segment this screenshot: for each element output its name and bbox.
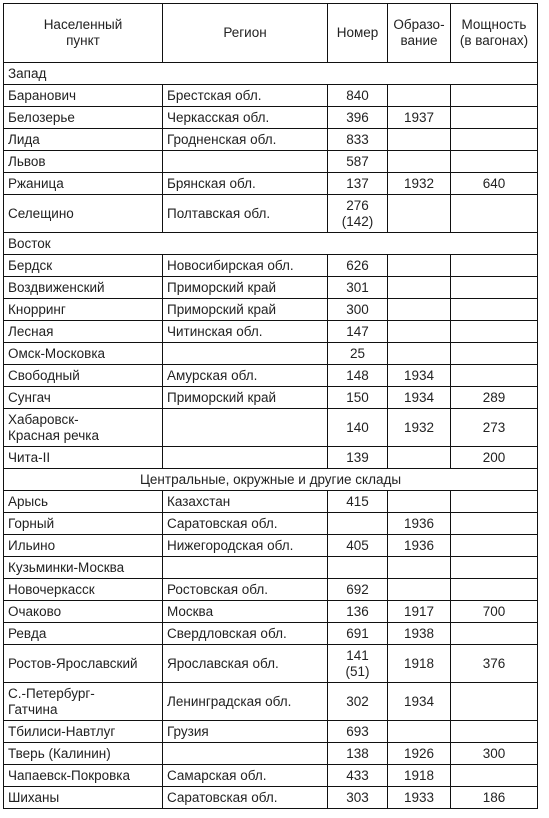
table-row	[4, 365, 538, 387]
cell-line: Львов	[8, 153, 46, 169]
header-settlement	[4, 4, 163, 63]
cell-line: Хабаровск-	[8, 411, 79, 427]
cell-region	[163, 743, 328, 765]
section-row	[4, 233, 538, 255]
cell-line: Ленинградская обл.	[167, 693, 292, 709]
cell-settlement	[4, 447, 163, 469]
cell-region	[163, 173, 328, 195]
cell-line: 1934	[403, 389, 435, 405]
cell-line: 289	[482, 389, 506, 405]
table-row	[4, 321, 538, 343]
cell-founded	[388, 645, 451, 683]
cell-line: Черкасская обл.	[167, 109, 270, 125]
cell-number	[328, 491, 388, 513]
table-row	[4, 343, 538, 365]
cell-region	[163, 601, 328, 623]
cell-line: 626	[346, 257, 369, 273]
cell-capacity	[451, 299, 538, 321]
cell-region	[163, 321, 328, 343]
cell-line: Лесная	[8, 323, 54, 339]
cell-capacity	[451, 683, 538, 721]
cell-line: 150	[346, 389, 369, 405]
table-row	[4, 173, 538, 195]
cell-line: Ярославская обл.	[167, 655, 279, 671]
cell-number	[328, 683, 388, 721]
cell-line: 148	[346, 367, 369, 383]
cell-line: Регион	[223, 25, 267, 40]
cell-line: Читинская обл.	[167, 323, 263, 339]
cell-founded	[388, 765, 451, 787]
cell-capacity	[451, 623, 538, 645]
table-header-row	[4, 4, 538, 63]
cell-line: 692	[346, 581, 369, 597]
table-row	[4, 787, 538, 809]
cell-number	[328, 387, 388, 409]
cell-line: 405	[346, 537, 369, 553]
cell-capacity	[451, 129, 538, 151]
cell-line: пункт	[66, 33, 100, 48]
cell-line: Горный	[8, 515, 55, 531]
cell-line: Селещино	[8, 205, 74, 221]
cell-line: 415	[346, 493, 369, 509]
cell-region	[163, 299, 328, 321]
table-row	[4, 513, 538, 535]
section-row	[4, 469, 538, 491]
cell-number	[328, 85, 388, 107]
cell-line: 138	[346, 745, 369, 761]
cell-number	[328, 579, 388, 601]
cell-line: Номер	[336, 25, 379, 40]
cell-capacity	[451, 787, 538, 809]
depots-table	[3, 3, 538, 809]
table-row	[4, 85, 538, 107]
cell-line: 693	[346, 723, 369, 739]
cell-line: Приморский край	[167, 389, 277, 405]
cell-line: 396	[346, 109, 369, 125]
cell-capacity	[451, 535, 538, 557]
cell-founded	[388, 623, 451, 645]
cell-number	[328, 299, 388, 321]
cell-region	[163, 557, 328, 579]
cell-line: Красная речка	[8, 427, 99, 443]
cell-settlement	[4, 365, 163, 387]
cell-founded	[388, 299, 451, 321]
cell-founded	[388, 129, 451, 151]
cell-capacity	[451, 277, 538, 299]
table-row	[4, 447, 538, 469]
cell-capacity	[451, 321, 538, 343]
cell-line: 1918	[403, 767, 435, 783]
cell-line: 1917	[403, 603, 435, 619]
cell-region	[163, 765, 328, 787]
cell-line: Мощность	[461, 17, 527, 32]
cell-line: Населенный	[43, 17, 123, 32]
cell-region	[163, 107, 328, 129]
cell-line: 140	[346, 419, 369, 435]
cell-line: 137	[346, 175, 369, 191]
cell-line: 1937	[403, 109, 435, 125]
cell-line: 1936	[403, 515, 435, 531]
cell-settlement	[4, 579, 163, 601]
cell-founded	[388, 195, 451, 233]
cell-settlement	[4, 173, 163, 195]
cell-number	[328, 535, 388, 557]
table-body	[4, 63, 538, 809]
cell-line: 833	[346, 131, 369, 147]
table-row	[4, 557, 538, 579]
header-capacity	[451, 4, 538, 63]
header-region	[163, 4, 328, 63]
cell-line: 273	[482, 419, 506, 435]
cell-line: 691	[346, 625, 369, 641]
cell-settlement	[4, 299, 163, 321]
cell-settlement	[4, 557, 163, 579]
header-number	[328, 4, 388, 63]
cell-region	[163, 365, 328, 387]
cell-line: 1933	[403, 789, 435, 805]
cell-line: 1936	[403, 537, 435, 553]
cell-number	[328, 557, 388, 579]
cell-line: 186	[482, 789, 506, 805]
cell-capacity	[451, 195, 538, 233]
cell-settlement	[4, 683, 163, 721]
cell-region	[163, 535, 328, 557]
cell-region	[163, 277, 328, 299]
table-row	[4, 721, 538, 743]
cell-settlement	[4, 255, 163, 277]
cell-region	[163, 513, 328, 535]
cell-settlement	[4, 787, 163, 809]
cell-line: Приморский край	[167, 301, 277, 317]
cell-number	[328, 743, 388, 765]
cell-settlement	[4, 409, 163, 447]
cell-capacity	[451, 151, 538, 173]
cell-founded	[388, 85, 451, 107]
cell-line: 302	[346, 693, 369, 709]
cell-line: Полтавская обл.	[167, 205, 271, 221]
cell-line: Арысь	[8, 493, 48, 509]
cell-line: Чита-II	[8, 449, 51, 465]
table-row	[4, 491, 538, 513]
cell-line: 1934	[403, 693, 435, 709]
cell-capacity	[451, 409, 538, 447]
cell-line: Чапаевск-Покровка	[8, 767, 131, 783]
table-row	[4, 107, 538, 129]
cell-number	[328, 151, 388, 173]
cell-line: Бердск	[8, 257, 53, 273]
cell-line: (51)	[345, 663, 370, 679]
cell-line: Шиханы	[8, 789, 60, 805]
cell-line: 147	[346, 323, 369, 339]
cell-region	[163, 623, 328, 645]
cell-line: Образо-	[393, 17, 445, 32]
cell-line: Свердловская обл.	[167, 625, 287, 641]
section-title: Центральные, окружные и другие склады	[4, 469, 538, 491]
cell-number	[328, 365, 388, 387]
cell-settlement	[4, 277, 163, 299]
cell-region	[163, 491, 328, 513]
cell-number	[328, 321, 388, 343]
cell-number	[328, 409, 388, 447]
cell-founded	[388, 557, 451, 579]
cell-number	[328, 277, 388, 299]
cell-settlement	[4, 513, 163, 535]
cell-line: вание	[400, 33, 438, 48]
table-row	[4, 579, 538, 601]
table-row	[4, 277, 538, 299]
table-row	[4, 535, 538, 557]
cell-line: Сунгач	[8, 389, 51, 405]
cell-founded	[388, 491, 451, 513]
cell-capacity	[451, 645, 538, 683]
cell-founded	[388, 365, 451, 387]
cell-settlement	[4, 491, 163, 513]
cell-line: (142)	[341, 213, 374, 229]
cell-line: Белозерье	[8, 109, 75, 125]
cell-line: Гродненская обл.	[167, 131, 277, 147]
cell-founded	[388, 409, 451, 447]
cell-capacity	[451, 491, 538, 513]
cell-region	[163, 579, 328, 601]
cell-founded	[388, 721, 451, 743]
cell-settlement	[4, 129, 163, 151]
cell-line: 587	[346, 153, 369, 169]
section-row	[4, 63, 538, 85]
cell-number	[328, 195, 388, 233]
cell-capacity	[451, 255, 538, 277]
cell-line: 303	[346, 789, 369, 805]
cell-line: Тбилиси-Навтлуг	[8, 723, 116, 739]
cell-founded	[388, 743, 451, 765]
cell-line: 1938	[403, 625, 435, 641]
cell-region	[163, 343, 328, 365]
cell-line: Брестская обл.	[167, 87, 262, 103]
cell-capacity	[451, 601, 538, 623]
cell-founded	[388, 535, 451, 557]
cell-founded	[388, 173, 451, 195]
cell-line: Казахстан	[167, 493, 231, 509]
cell-line: Гатчина	[8, 701, 58, 717]
table-row	[4, 387, 538, 409]
cell-settlement	[4, 535, 163, 557]
cell-settlement	[4, 321, 163, 343]
cell-line: 25	[349, 345, 366, 361]
cell-capacity	[451, 721, 538, 743]
cell-founded	[388, 321, 451, 343]
table-row	[4, 765, 538, 787]
cell-number	[328, 255, 388, 277]
cell-line: Новочеркасск	[8, 581, 95, 597]
cell-region	[163, 387, 328, 409]
cell-number	[328, 107, 388, 129]
cell-line: 200	[482, 449, 506, 465]
cell-line: Тверь (Калинин)	[8, 745, 111, 761]
cell-capacity	[451, 447, 538, 469]
section-title: Восток	[4, 233, 538, 255]
cell-number	[328, 721, 388, 743]
table-row	[4, 255, 538, 277]
cell-settlement	[4, 85, 163, 107]
cell-settlement	[4, 387, 163, 409]
cell-line: Кузьминки-Москва	[8, 559, 125, 575]
table-row	[4, 195, 538, 233]
cell-region	[163, 683, 328, 721]
table-row	[4, 151, 538, 173]
cell-line: 1926	[403, 745, 435, 761]
cell-line: 1918	[403, 655, 435, 671]
cell-line: 141	[346, 647, 369, 663]
cell-line: Ростовская обл.	[167, 581, 269, 597]
cell-line: С.-Петербург-	[8, 685, 95, 701]
cell-line: Самарская обл.	[167, 767, 267, 783]
cell-line: Саратовская обл.	[167, 789, 278, 805]
cell-line: Брянская обл.	[167, 175, 256, 191]
cell-settlement	[4, 645, 163, 683]
cell-region	[163, 409, 328, 447]
cell-founded	[388, 255, 451, 277]
cell-line: Лида	[8, 131, 40, 147]
cell-line: Нижегородская обл.	[167, 537, 294, 553]
cell-capacity	[451, 765, 538, 787]
cell-line: 139	[346, 449, 369, 465]
table-row	[4, 299, 538, 321]
cell-region	[163, 129, 328, 151]
cell-line: 700	[482, 603, 506, 619]
cell-line: Амурская обл.	[167, 367, 258, 383]
cell-settlement	[4, 765, 163, 787]
cell-number	[328, 645, 388, 683]
table-row	[4, 601, 538, 623]
cell-capacity	[451, 365, 538, 387]
cell-capacity	[451, 743, 538, 765]
cell-line: 640	[482, 175, 506, 191]
cell-settlement	[4, 743, 163, 765]
cell-settlement	[4, 721, 163, 743]
cell-number	[328, 601, 388, 623]
cell-founded	[388, 151, 451, 173]
cell-line: 1932	[403, 175, 435, 191]
cell-number	[328, 343, 388, 365]
cell-founded	[388, 277, 451, 299]
cell-line: Очаково	[8, 603, 62, 619]
table-row	[4, 743, 538, 765]
cell-capacity	[451, 173, 538, 195]
cell-region	[163, 151, 328, 173]
cell-founded	[388, 601, 451, 623]
cell-region	[163, 85, 328, 107]
table-row	[4, 623, 538, 645]
cell-line: Воздвиженский	[8, 279, 105, 295]
cell-line: Грузия	[167, 723, 209, 739]
section-title: Запад	[4, 63, 538, 85]
cell-region	[163, 195, 328, 233]
cell-line: 300	[346, 301, 369, 317]
table-row	[4, 409, 538, 447]
cell-settlement	[4, 623, 163, 645]
cell-founded	[388, 513, 451, 535]
cell-founded	[388, 579, 451, 601]
cell-line: Ростов-Ярославский	[8, 655, 138, 671]
cell-capacity	[451, 85, 538, 107]
cell-line: 301	[346, 279, 369, 295]
cell-region	[163, 645, 328, 683]
cell-line: Омск-Московка	[8, 345, 106, 361]
table-row	[4, 683, 538, 721]
cell-settlement	[4, 195, 163, 233]
header-founded	[388, 4, 451, 63]
cell-line: 1932	[403, 419, 435, 435]
cell-line: 300	[482, 745, 506, 761]
cell-line: Ржаница	[8, 175, 64, 191]
cell-line: (в вагонах)	[459, 33, 529, 48]
cell-line: 433	[346, 767, 369, 783]
cell-line: Ильино	[8, 537, 56, 553]
cell-settlement	[4, 343, 163, 365]
cell-line: Баранович	[8, 87, 77, 103]
cell-line: Кнорринг	[8, 301, 66, 317]
cell-capacity	[451, 107, 538, 129]
cell-number	[328, 513, 388, 535]
cell-line: 136	[346, 603, 369, 619]
cell-line: 376	[482, 655, 506, 671]
cell-capacity	[451, 557, 538, 579]
cell-number	[328, 787, 388, 809]
cell-capacity	[451, 579, 538, 601]
cell-number	[328, 765, 388, 787]
cell-line: Новосибирская обл.	[167, 257, 294, 273]
cell-founded	[388, 447, 451, 469]
cell-line: Москва	[167, 603, 214, 619]
cell-number	[328, 173, 388, 195]
cell-region	[163, 787, 328, 809]
cell-number	[328, 129, 388, 151]
cell-settlement	[4, 151, 163, 173]
cell-line: Саратовская обл.	[167, 515, 278, 531]
cell-capacity	[451, 343, 538, 365]
cell-line: Свободный	[8, 367, 80, 383]
table-row	[4, 129, 538, 151]
cell-line: 1934	[403, 367, 435, 383]
cell-number	[328, 623, 388, 645]
cell-settlement	[4, 107, 163, 129]
cell-capacity	[451, 387, 538, 409]
table-row	[4, 645, 538, 683]
cell-founded	[388, 683, 451, 721]
cell-founded	[388, 387, 451, 409]
cell-region	[163, 255, 328, 277]
cell-founded	[388, 343, 451, 365]
cell-line: Приморский край	[167, 279, 277, 295]
cell-founded	[388, 787, 451, 809]
cell-settlement	[4, 601, 163, 623]
cell-line: Ревда	[8, 625, 47, 641]
cell-region	[163, 447, 328, 469]
cell-region	[163, 721, 328, 743]
cell-capacity	[451, 513, 538, 535]
cell-founded	[388, 107, 451, 129]
cell-number	[328, 447, 388, 469]
cell-line: 276	[346, 197, 369, 213]
cell-line: 840	[346, 87, 369, 103]
